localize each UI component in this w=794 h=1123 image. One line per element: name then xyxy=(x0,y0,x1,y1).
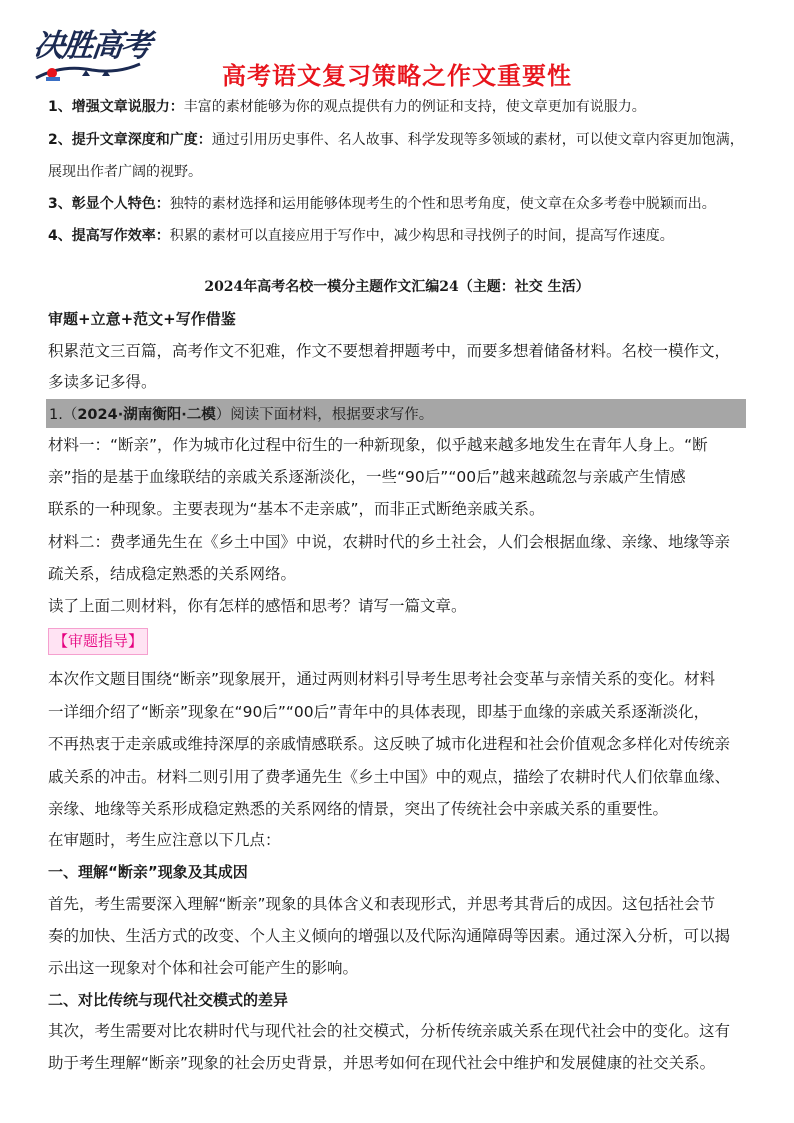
guide-line-3: 不再热衷于走亲戚或维持深厚的亲戚情感联系。这反映了城市化进程和社会价值观念多样化对传统亲 xyxy=(48,735,731,753)
p2-line-1: 其次，考生需要对比农耕时代与现代社会的社交模式，分析传统亲戚关系在现代社会中的变化。这有 xyxy=(48,1022,731,1040)
material-line-5: 疏关系，结成稳定熟悉的关系网络。 xyxy=(48,565,297,583)
p1-line-2: 奏的加快、生活方式的改变、个人主义倾向的增强以及代际沟通障碍等因素。通过深入分析，可以揭 xyxy=(48,927,731,945)
guide-line-2: 一详细介绍了“断亲”现象在“90后”“00后”青年中的具体表现，即基于血缘的亲戚关系逐渐淡化， xyxy=(48,703,710,721)
point-3: 3、彰显个人特色：独特的素材选择和运用能够体现考生的个性和思考角度，使文章在众多考卷中脱颖而出。 xyxy=(48,196,716,212)
material-line-2: 亲”指的是基于血缘联结的亲戚关系逐渐淡化，一些“90后”“00后”越来越疏忽与亲戚产生情感 xyxy=(48,468,686,486)
guide-line-6: 在审题时，考生应注意以下几点： xyxy=(48,831,281,849)
p2-line-2: 助于考生理解“断亲”现象的社会历史背景，并思考如何在现代社会中维护和发展健康的社交关系。 xyxy=(48,1054,716,1072)
heading-1: 一、理解“断亲”现象及其成因 xyxy=(48,863,248,881)
point-1: 1、增强文章说服力：丰富的素材能够为你的观点提供有力的例证和支持，使文章更加有说服力。 xyxy=(48,99,646,115)
guide-line-5: 亲缘、地缘等关系形成稳定熟悉的关系网络的情景，突出了传统社会中亲戚关系的重要性。 xyxy=(48,800,669,818)
point-4: 4、提高写作效率：积累的素材可以直接应用于写作中，减少构思和寻找例子的时间，提高写作速度。 xyxy=(48,228,674,244)
p1-line-3: 示出这一现象对个体和社会可能产生的影响。 xyxy=(48,959,359,977)
sub-heading: 审题+立意+范文+写作借鉴 xyxy=(48,310,236,328)
point-2-continued: 展现出作者广阔的视野。 xyxy=(48,164,202,180)
material-line-3: 联系的一种现象。主要表现为“基本不走亲戚”，而非正式断绝亲戚关系。 xyxy=(48,500,545,518)
question-bar xyxy=(46,399,746,428)
point-2: 2、提升文章深度和广度：通过引用历史事件、名人故事、科学发现等多领域的素材，可以使文章内容更加饱满， xyxy=(48,132,744,148)
material-line-6: 读了上面二则材料，你有怎样的感悟和思考？请写一篇文章。 xyxy=(48,597,467,615)
intro-line-1: 积累范文三百篇，高考作文不犯难，作文不要想着押题考中，而要多想着储备材料。名校一模作文， xyxy=(48,342,731,360)
question-text: 1.（2024·湖南衡阳·二模）阅读下面材料，根据要求写作。 xyxy=(49,407,434,423)
guide-line-4: 戚关系的冲击。材料二则引用了费孝通先生《乡土中国》中的观点，描绘了农耕时代人们依靠血缘、 xyxy=(48,768,731,786)
heading-2: 二、对比传统与现代社交模式的差异 xyxy=(48,991,289,1009)
section-heading: 2024年高考名校一模分主题作文汇编24（主题：社交 生活） xyxy=(204,279,590,295)
logo-text: 决胜高考 xyxy=(31,28,152,64)
page-title: 高考语文复习策略之作文重要性 xyxy=(222,62,572,90)
intro-line-2: 多读多记多得。 xyxy=(48,373,157,391)
material-line-4: 材料二：费孝通先生在《乡土中国》中说，农耕时代的乡土社会，人们会根据血缘、亲缘、地缘等亲 xyxy=(48,533,731,551)
guide-line-1: 本次作文题目围绕“断亲”现象展开，通过两则材料引导考生思考社会变革与亲情关系的变化。材料 xyxy=(48,670,716,688)
p1-line-1: 首先，考生需要深入理解“断亲”现象的具体含义和表现形式，并思考其背后的成因。这包括社会节 xyxy=(48,895,716,913)
material-line-1: 材料一：“断亲”，作为城市化过程中衍生的一种新现象，似乎越来越多地发生在青年人身上。“断 xyxy=(48,436,708,454)
guide-tag: 【审题指导】 xyxy=(48,628,148,655)
